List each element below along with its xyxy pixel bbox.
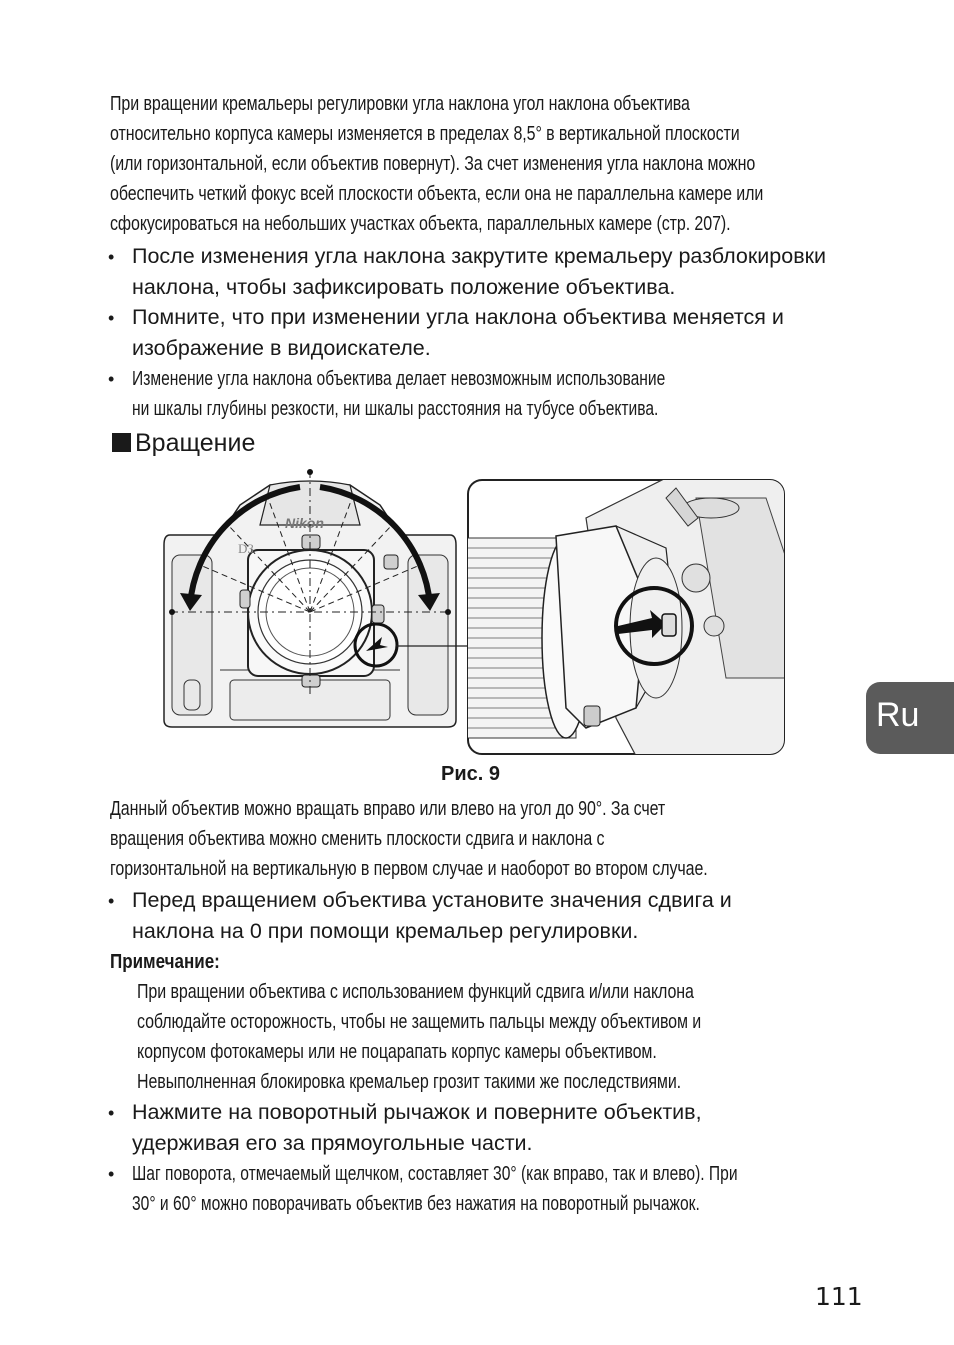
bullet-text: Помните, что при изменении угла наклона объектива меняется и [132,305,784,329]
note-line: Невыполненная блокировка кремальер грозит такими же последствиями. [137,1071,682,1093]
bullet-marker: • [108,247,115,267]
bullet-marker: • [108,308,115,328]
text-line: относительно корпуса камеры изменяется в пределах 8,5° в вертикальной плоскости [110,123,740,145]
language-tab [866,682,954,754]
model-label: D3 [238,541,254,556]
callout-connector [396,636,470,656]
square-bullet-icon [112,433,131,452]
text-line: горизонтальной на вертикальную в первом случае и наоборот во втором случае. [110,858,708,880]
section-heading-text: Вращение [135,429,256,457]
text-line: обеспечить четкий фокус всей плоскости объекта, если она не параллельна камере или [110,183,764,205]
bullet-text: После изменения угла наклона закрутите кремальеру разблокировки [132,244,827,268]
bullet-text: Перед вращением объектива установите значения сдвига и [132,888,732,912]
text-line: При вращении кремальеры регулировки угла наклона угол наклона объектива [110,93,690,115]
bullet-text: ни шкалы глубины резкости, ни шкалы расстояния на тубусе объектива. [132,398,659,420]
page-number: 111 [815,1282,863,1311]
bullet-text: Изменение угла наклона объектива делает невозможным использование [132,368,666,390]
note-line: соблюдайте осторожность, чтобы не защемить пальцы между объективом и [137,1011,702,1033]
bullet-text: Шаг поворота, отмечаемый щелчком, составляет 30° (как вправо, так и влево). При [132,1163,738,1185]
bullet-marker: • [108,1103,115,1123]
language-tab-label: Ru [876,696,920,734]
figure-caption: Рис. 9 [441,763,500,785]
bullet-text: изображение в видоискателе. [132,336,431,360]
camera-front-illustration [160,465,460,735]
bullet-text: Нажмите на поворотный рычажок и поверните объектив, [132,1100,702,1124]
bullet-marker: • [108,1164,115,1184]
bullet-marker: • [108,891,115,911]
text-line: Данный объектив можно вращать вправо или влево на угол до 90°. За счет [110,798,666,820]
section-heading [112,428,255,458]
note-line: При вращении объектива с использованием функций сдвига и/или наклона [137,981,694,1003]
bullet-text: удерживая его за прямоугольные части. [132,1131,533,1155]
bullet-text: наклона, чтобы зафиксировать положение объектива. [132,275,676,299]
bullet-marker: • [108,369,115,389]
note-title: Примечание: [110,951,220,973]
text-line: вращения объектива можно сменить плоскости сдвига и наклона с [110,828,605,850]
lens-detail-illustration [466,478,786,756]
bullet-text: 30° и 60° можно поворачивать объектив без нажатия на поворотный рычажок. [132,1193,700,1215]
note-line: корпусом фотокамеры или не поцарапать корпус камеры объективом. [137,1041,657,1063]
text-line: (или горизонтальной, если объектив повернут). За счет изменения угла наклона можно [110,153,756,175]
bullet-text: наклона на 0 при помощи кремальер регулировки. [132,919,639,943]
brand-logo-text: Nikon [285,515,324,531]
text-line: сфокусироваться на небольших участках объекта, параллельных камере (стр. 207). [110,213,731,235]
